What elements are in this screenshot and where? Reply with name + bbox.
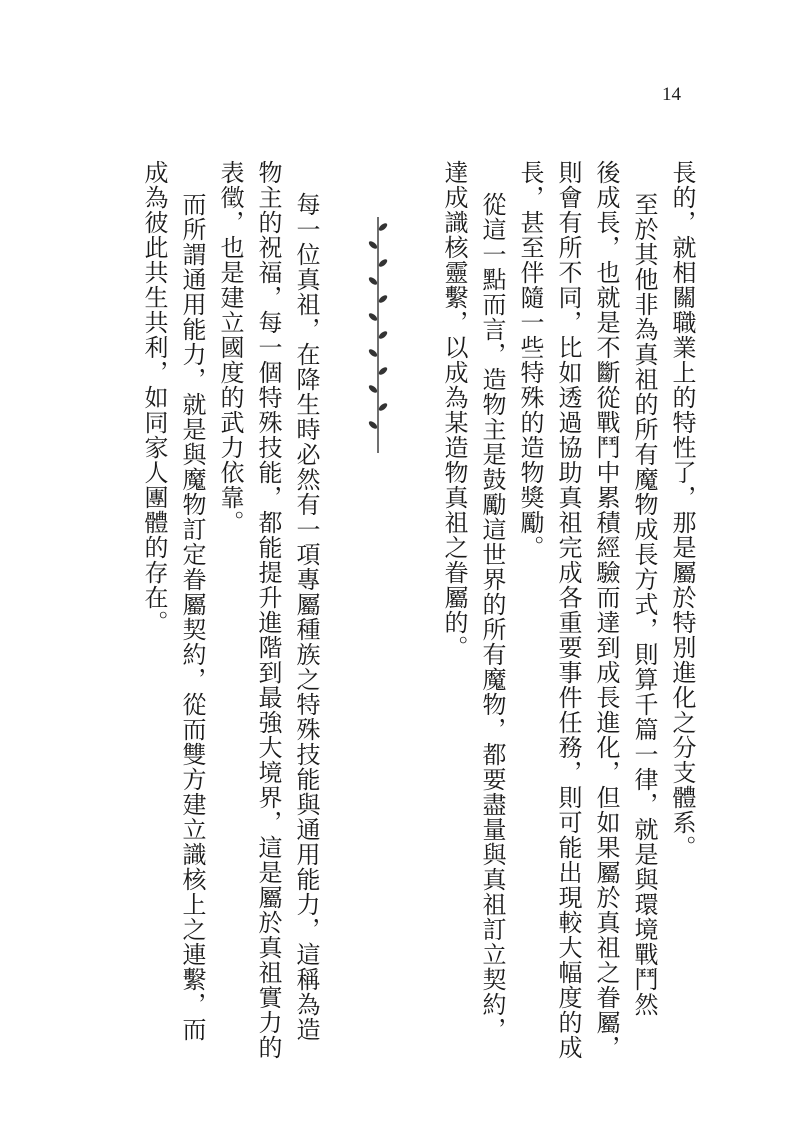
text-column: 達成識核靈繫，以成為某造物真祖之眷屬的。 <box>440 160 468 660</box>
text-column: 成為彼此共生共利，如同家人團體的存在。 <box>140 160 168 635</box>
vine-divider-ornament <box>366 215 390 455</box>
text-column: 長，甚至伴隨一些特殊的造物獎勵。 <box>516 160 544 560</box>
text-column: 則會有所不同，比如透過協助真祖完成各重要事件任務，則可能出現較大幅度的成 <box>554 160 582 1060</box>
text-column: 後成長，也就是不斷從戰鬥中累積經驗而達到成長進化，但如果屬於真祖之眷屬， <box>592 160 620 1060</box>
text-column: 長的，就相關職業上的特性了，那是屬於特別進化之分支體系。 <box>668 160 696 860</box>
text-column: 表徵，也是建立國度的武力依靠。 <box>216 160 244 535</box>
text-column: 每一位真祖，在降生時必然有一項專屬種族之特殊技能與通用能力，這稱為造 <box>292 192 320 1042</box>
page-number: 14 <box>662 84 681 105</box>
text-column: 從這一點而言，造物主是鼓勵這世界的所有魔物，都要盡量與真祖訂立契約， <box>478 192 506 1042</box>
text-column: 至於其他非為真祖的所有魔物成長方式，則算千篇一律，就是與環境戰鬥然 <box>630 192 658 1017</box>
text-column: 而所謂通用能力，就是與魔物訂定眷屬契約，從而雙方建立識核上之連繫，而 <box>178 192 206 1042</box>
text-column: 物主的祝福，每一個特殊技能，都能提升進階到最強大境界，這是屬於真祖實力的 <box>254 160 282 1060</box>
